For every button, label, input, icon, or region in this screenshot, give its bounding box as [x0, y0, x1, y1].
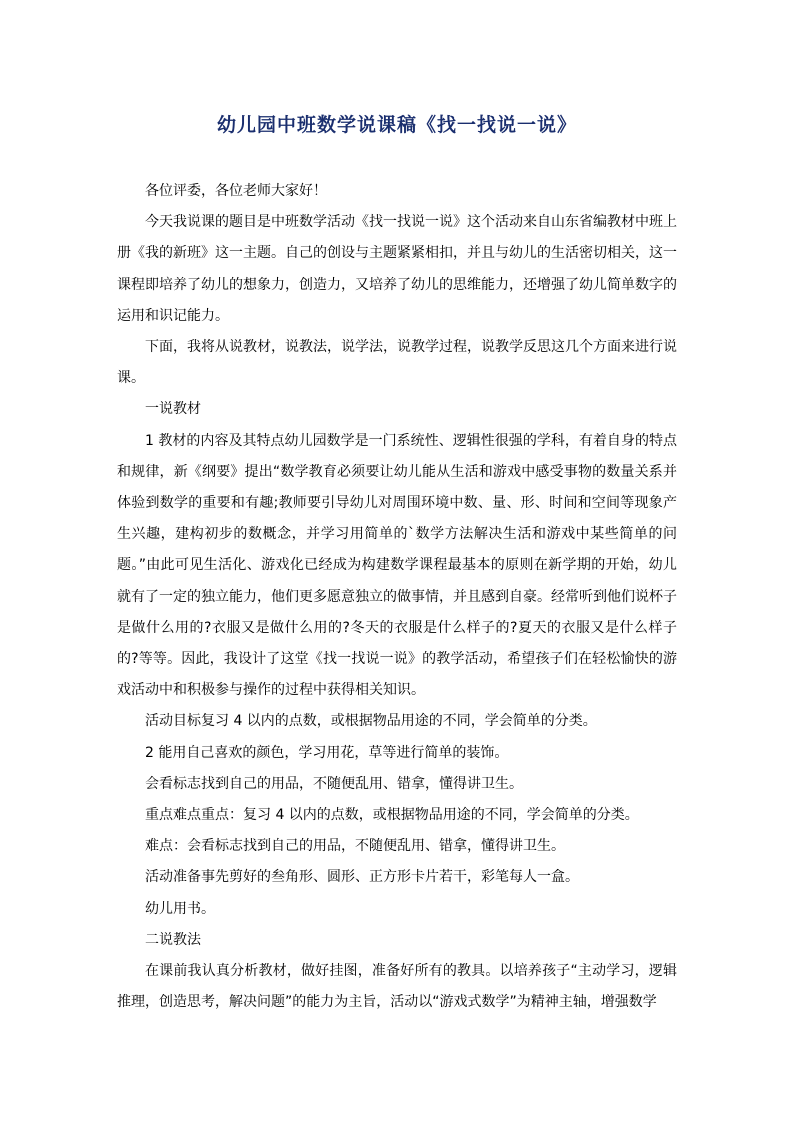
paragraph-intro: 今天我说课的题目是中班数学活动《找一找说一说》这个活动来自山东省编教材中班上册《我的新班》这一主题。自己的创设与主题紧紧相扣，并且与幼儿的生活密切相关，这一课程即培养了幼儿的想象力，创造力，又培养了幼儿的思维能力，还增强了幼儿简单数字的运用和识记能力。 — [117, 214, 677, 324]
paragraph-goal-2: 2 能用自己喜欢的颜色，学习用花，草等进行简单的装饰。 — [145, 744, 509, 761]
paragraph-outline: 下面，我将从说教材，说教法，说学法，说教学过程，说教学反思这几个方面来进行说课。 — [117, 339, 677, 387]
paragraph-preparation: 活动准备事先剪好的叁角形、圆形、正方形卡片若干，彩笔每人一盒。 — [145, 869, 579, 886]
document-body — [117, 176, 677, 1018]
paragraph-student-book: 幼儿用书。 — [145, 900, 215, 917]
paragraph-key-points: 重点难点重点：复习 4 以内的点数，或根据物品用途的不同，学会简单的分类。 — [145, 807, 639, 824]
paragraph-goal-3: 会看标志找到自己的用品，不随便乱用、错拿，懂得讲卫生。 — [145, 775, 523, 792]
paragraph-goal-1: 活动目标复习 4 以内的点数，或根据物品用途的不同，学会简单的分类。 — [145, 713, 597, 730]
paragraph-difficulty: 难点：会看标志找到自己的用品，不随便乱用、错拿，懂得讲卫生。 — [145, 838, 565, 855]
paragraph-greeting: 各位评委，各位老师大家好！ — [145, 183, 327, 199]
document-title: 幼儿园中班数学说课稿《找一找说一说》 — [216, 114, 577, 136]
paragraph-materials: 1 教材的内容及其特点幼儿园数学是一门系统性、逻辑性很强的学科，有着自身的特点和规律，新《纲要》提出“数学教育必须要让幼儿能从生活和游戏中感受事物的数量关系并体验到数学的重要和有趣;教师要引导幼儿对周围环境中数、量、形、时间和空间等现象产生兴趣，建构初步的数概念，并学习用简单的`数学方法解决生活和游戏中某些简单的问题。”由此可见生活化、游戏化已经成为构建数学课程最基本的原则在新学期的开始，幼儿就有了一定的独立能力，他们更多愿意独立的做事情，并且感到自豪。经常听到他们说杯子是做什么用的?衣服又是做什么用的?冬天的衣服是什么样子的?夏天的衣服又是什么样子的?等等。因此，我设计了这堂《找一找说一说》的教学活动，希望孩子们在轻松愉快的游戏活动中和积极参与操作的过程中获得相关知识。 — [117, 432, 677, 699]
section-heading-methods: 二说教法 — [145, 931, 201, 948]
section-heading-materials: 一说教材 — [145, 401, 201, 418]
paragraph-methods: 在课前我认真分析教材，做好挂图，准备好所有的教具。以培养孩子“主动学习，逻辑推理，创造思考，解决问题”的能力为主旨，活动以“游戏式数学”为精神主轴，增强数学 — [117, 963, 677, 1011]
